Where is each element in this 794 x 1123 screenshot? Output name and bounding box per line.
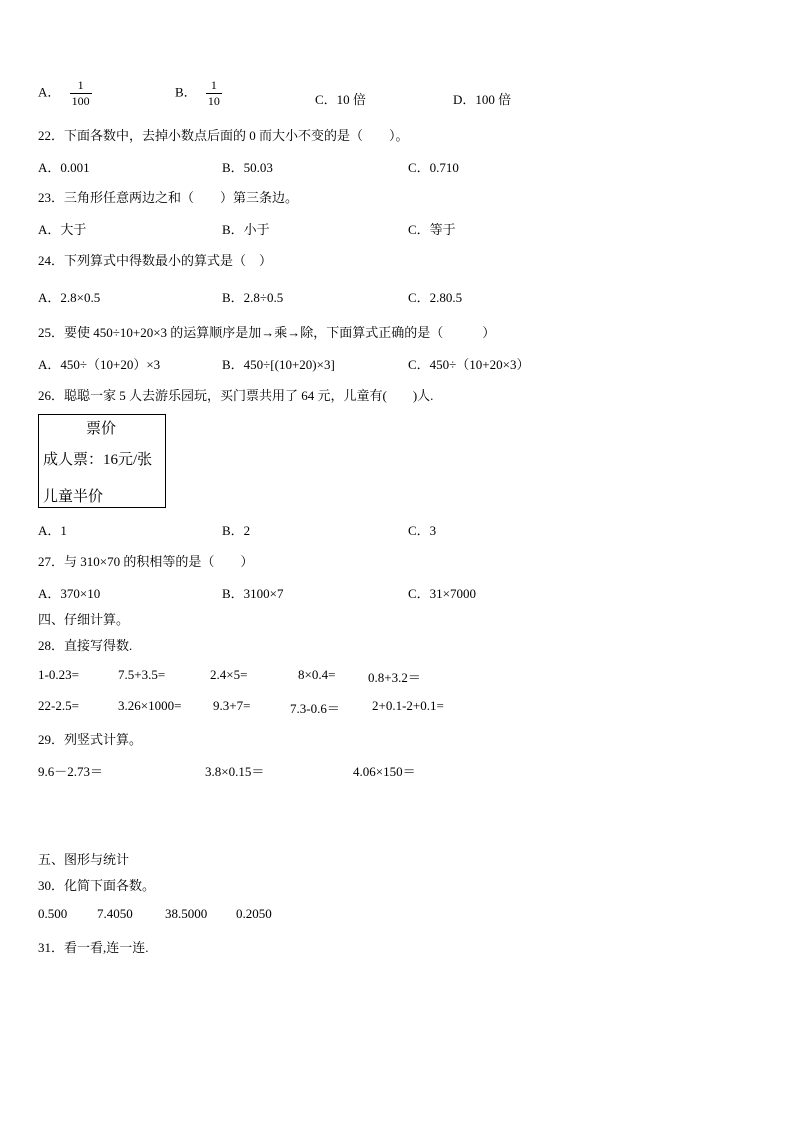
q25-option-c: C．450÷（10+20×3） (408, 357, 530, 372)
q29-item: 4.06×150＝ (353, 764, 416, 779)
q24-stem: 24．下列算式中得数最小的算式是（ ） (38, 253, 273, 268)
q28-r2-item: 2+0.1-2+0.1= (372, 698, 444, 713)
q28-r2-item: 3.26×1000= (118, 698, 182, 713)
q25-stem: 25．要使 450÷10+20×3 的运算顺序是加→乘→除，下面算式正确的是（ ） (38, 325, 496, 340)
ticket-child-price: 儿童半价 (43, 489, 104, 505)
q26-option-c: C．3 (408, 523, 437, 538)
q28-r2-item: 22-2.5= (38, 698, 79, 713)
q27-stem: 27．与 310×70 的积相等的是（ ） (38, 554, 254, 569)
q23-option-c: C．等于 (408, 222, 456, 237)
q22-stem: 22．下面各数中，去掉小数点后面的 0 而大小不变的是（ ）。 (38, 128, 409, 143)
q31-stem: 31．看一看,连一连. (38, 940, 149, 955)
q21-option-c: C．10 倍 (315, 92, 366, 107)
q28-r2-item: 9.3+7= (213, 698, 251, 713)
q24-option-a: A．2.8×0.5 (38, 290, 101, 305)
q26-stem: 26．聪聪一家 5 人去游乐园玩，买门票共用了 64 元，儿童有( )人. (38, 388, 434, 403)
q22-option-c: C．0.710 (408, 160, 459, 175)
q27-option-c: C．31×7000 (408, 586, 477, 601)
q25-option-a: A．450÷（10+20）×3 (38, 357, 161, 372)
q30-stem: 30．化简下面各数。 (38, 878, 156, 893)
q21-option-b-fraction: $\frac{1}{10}$ (207, 78, 220, 108)
q28-r1-item: 8×0.4= (298, 667, 336, 682)
ticket-title: 票价 (86, 421, 117, 437)
q28-r1-item: 1-0.23= (38, 667, 79, 682)
section-4-heading: 四、仔细计算。 (38, 612, 130, 627)
q22-option-a: A．0.001 (38, 160, 90, 175)
q23-stem: 23．三角形任意两边之和（ ）第三条边。 (38, 190, 299, 205)
q28-r1-item: 0.8+3.2＝ (368, 670, 421, 685)
section-5-heading: 五、图形与统计 (38, 852, 130, 867)
q30-item: 0.500 (38, 906, 68, 921)
q30-item: 38.5000 (165, 906, 208, 921)
q23-option-b: B．小于 (222, 222, 270, 237)
q29-item: 3.8×0.15＝ (205, 764, 265, 779)
q27-option-b: B．3100×7 (222, 586, 284, 601)
q28-stem: 28．直接写得数. (38, 638, 133, 653)
q25-option-b: B．450÷[(10+20)×3] (222, 357, 335, 372)
q21-option-a: A． $\frac{1}{100}$ (38, 78, 90, 108)
q21-option-a-fraction: $\frac{1}{100}$ (71, 78, 90, 108)
q28-r1-item: 2.4×5= (210, 667, 248, 682)
q30-item: 7.4050 (97, 906, 133, 921)
q27-option-a: A．370×10 (38, 586, 101, 601)
q24-option-c: C．2.80.5 (408, 290, 463, 305)
q26-option-b: B．2 (222, 523, 251, 538)
q21-option-b: B． $\frac{1}{10}$ (175, 78, 220, 108)
q24-option-b: B．2.8÷0.5 (222, 290, 284, 305)
q29-item: 9.6－2.73＝ (38, 764, 104, 779)
q26-option-a: A．1 (38, 523, 67, 538)
q21-option-d: D．100 倍 (453, 92, 512, 107)
q22-option-b: B．50.03 (222, 160, 273, 175)
q30-item: 0.2050 (236, 906, 272, 921)
q28-r2-item: 7.3-0.6＝ (290, 701, 340, 716)
q28-r1-item: 7.5+3.5= (118, 667, 166, 682)
q23-option-a: A．大于 (38, 222, 87, 237)
ticket-price-box (38, 414, 166, 508)
q29-stem: 29．列竖式计算。 (38, 732, 143, 747)
ticket-adult-price: 成人票：16元/张 (43, 452, 153, 468)
